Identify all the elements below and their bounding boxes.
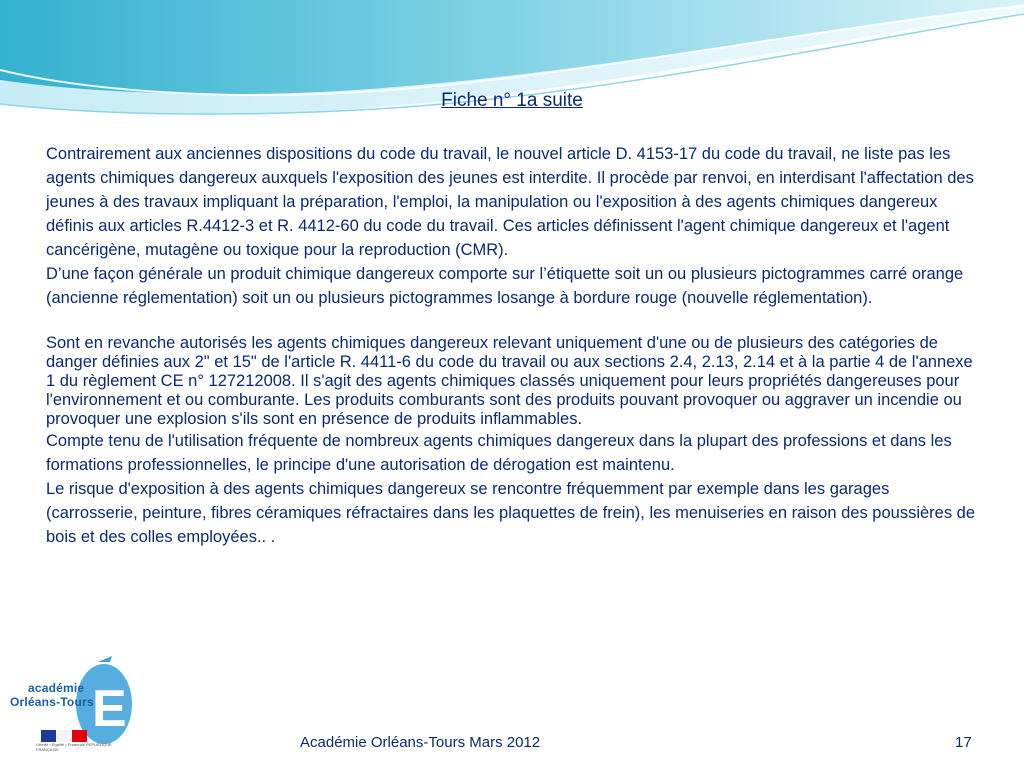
logo-line-2: Orléans-Tours <box>10 695 94 709</box>
slide-body <box>46 142 981 549</box>
paragraph-1: Contrairement aux anciennes dispositions du code du travail, le nouvel article D. 4153-17 du code du travail, ne liste pas les agents chimiques dangereux auxquels l'exposition des jeunes est interdite. Il procède par renvoi, en interdisant l'affectation des jeunes à des travaux impliquant la préparation, l'emploi, la manipulation ou l'exposition à des agents chimiques dangereux définis aux articles R.4412-3 et R. 4412-60 du code du travail. Ces articles définissent l'agent chimique dangereux et l'agent cancérigène, mutagène ou toxique pour la reproduction (CMR). <box>46 145 974 259</box>
logo-caption: Liberté • Égalité • Fraternité RÉPUBLIQUE FRANÇAISE <box>36 742 112 752</box>
logo-line-1: académie <box>28 681 85 695</box>
paragraph-4: Compte tenu de l'utilisation fréquente de nombreux agents chimiques dangereux dans la plupart des professions et dans les formations professionnelles, le principe d'une autorisation de dérogation est maintenu. <box>46 432 952 474</box>
logo-wordmark <box>10 681 94 709</box>
footer-text: Académie Orléans-Tours Mars 2012 <box>300 734 541 751</box>
svg-text:E: E <box>92 680 127 738</box>
paragraph-5: Le risque d'exposition à des agents chimiques dangereux se rencontre fréquemment par exemple dans les garages (carrosserie, peinture, fibres céramiques réfractaires dans les plaquettes de frein), les menuiseries en raison des poussières de bois et des colles employées.. . <box>46 480 976 546</box>
page-number: 17 <box>955 734 972 751</box>
paragraph-3: Sont en revanche autorisés les agents chimiques dangereux relevant uniquement d'une ou de plusieurs des catégories de danger définies aux 2" et 15" de l'article R. 4411-6 du code du travail ou aux sections 2.4, 2.13, 2.14 et à la partie 4 de l'annexe 1 du règlement CE n° 127212008. Il s'agit des agents chimiques classés uniquement pour leurs propriétés dangereuses pour l'environnement et ou comburante. Les produits comburants sont des produits pouvant provoquer ou aggraver un incendie ou provoquer une explosion s'ils sont en présence de produits inflammables. <box>46 334 973 428</box>
header-wave-decoration <box>0 0 1024 150</box>
french-flag-icon <box>41 729 87 741</box>
spacer <box>46 310 981 334</box>
slide-title: Fiche n° 1a suite <box>441 90 583 111</box>
paragraph-2: D’une façon générale un produit chimique dangereux comporte sur l’étiquette soit un ou plusieurs pictogrammes carré orange (ancienne réglementation) soit un ou plusieurs pictogrammes losange à bordure rouge (nouvelle réglementation). <box>46 265 964 307</box>
academie-logo <box>6 656 134 754</box>
